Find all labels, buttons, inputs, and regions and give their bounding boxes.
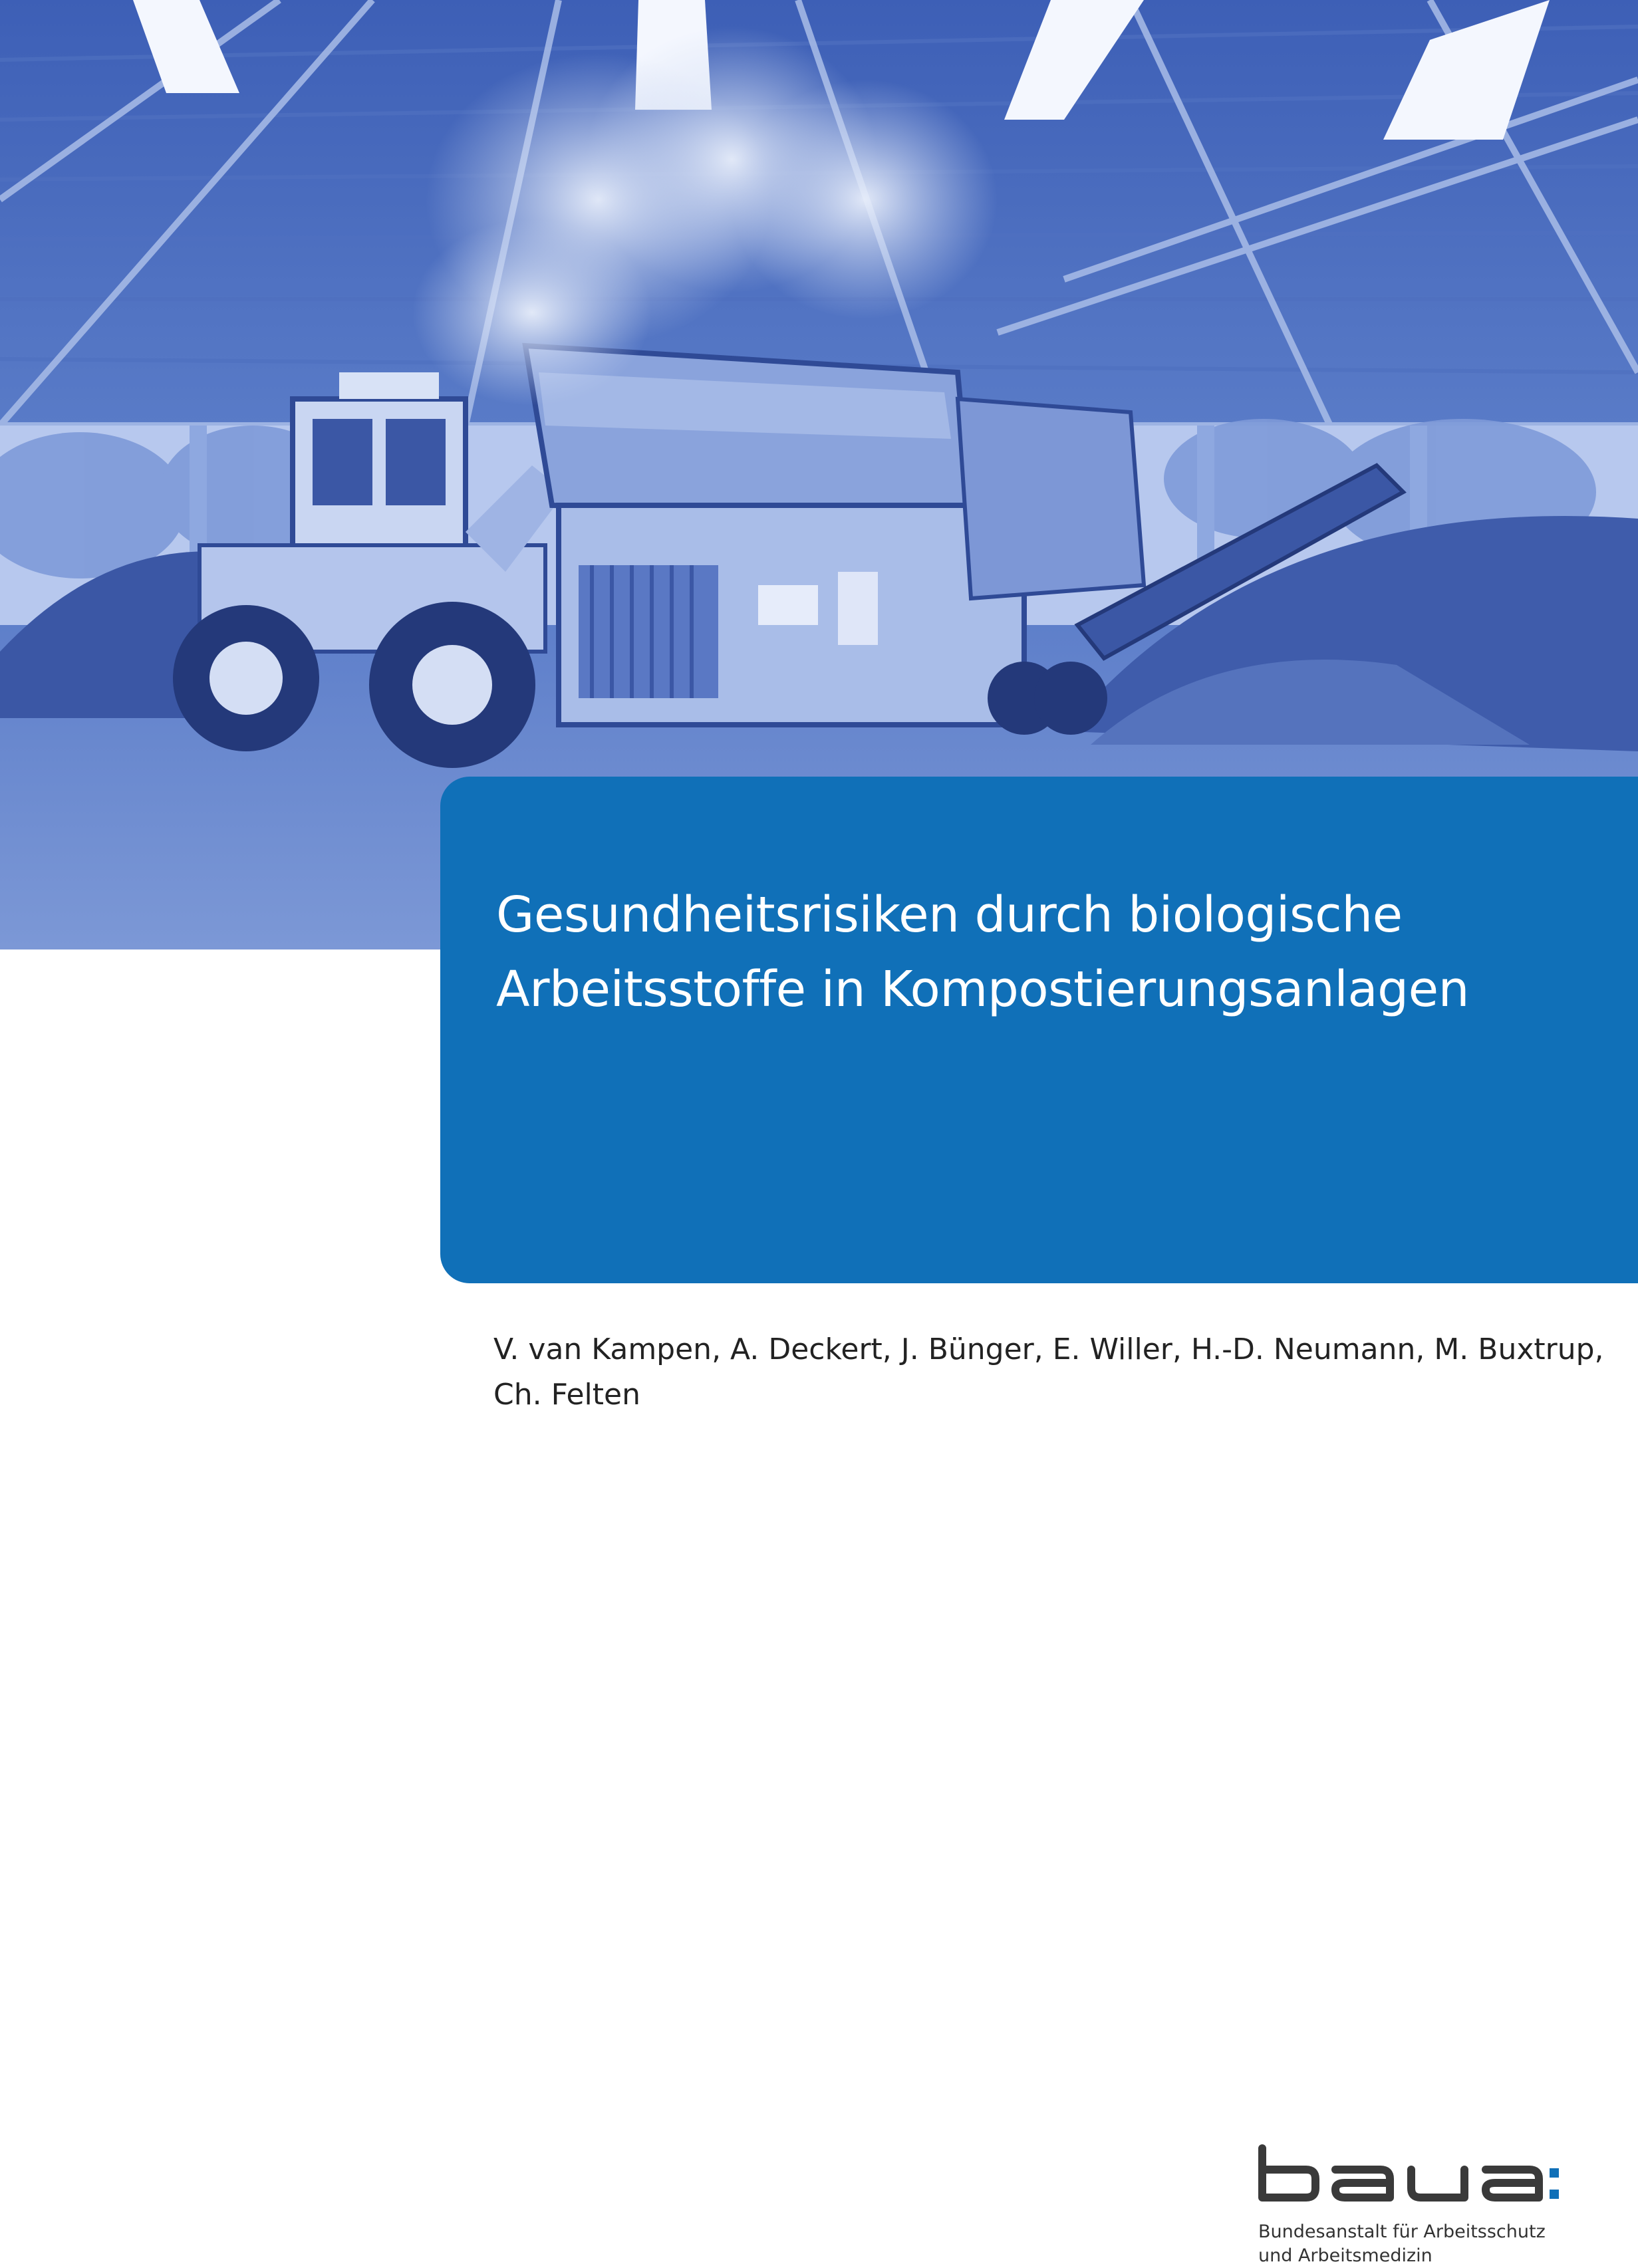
author-list xyxy=(493,1327,1604,1418)
baua-logo-mark xyxy=(1257,2144,1563,2204)
baua-logo xyxy=(1257,2144,1570,2266)
document-title-line-2: Arbeitsstoffe in Kompostierungsanlagen xyxy=(496,961,1470,1018)
institution-name-line-2: und Arbeitsmedizin xyxy=(1258,2245,1433,2266)
institution-name xyxy=(1258,2220,1546,2268)
author-line-1: V. van Kampen, A. Deckert, J. Bünger, E. Willer, H.-D. Neumann, M. Buxtrup, xyxy=(493,1332,1604,1366)
institution-name-line-1: Bundesanstalt für Arbeitsschutz xyxy=(1258,2221,1546,2242)
title-panel xyxy=(440,777,1638,1283)
document-title-line-1: Gesundheitsrisiken durch biologische xyxy=(496,886,1403,944)
author-line-2: Ch. Felten xyxy=(493,1378,640,1412)
